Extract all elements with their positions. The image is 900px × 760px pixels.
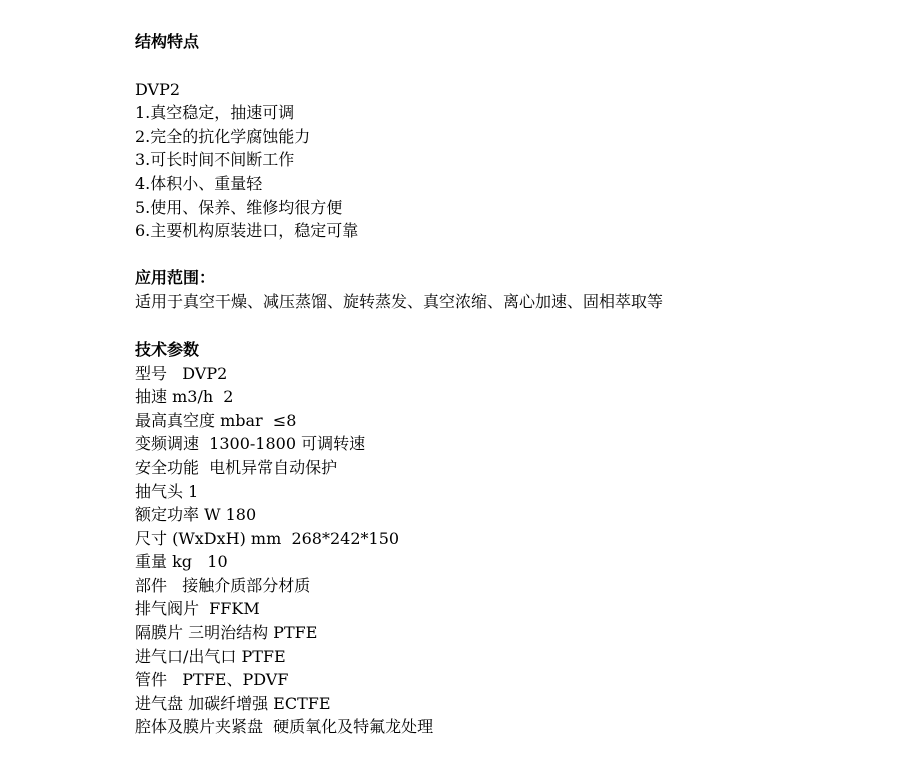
spec-row: 变频调速 1300-1800 可调转速 <box>135 434 366 454</box>
spec-row: 抽气头 1 <box>135 481 199 501</box>
spacer <box>135 314 875 338</box>
spec-row: 尺寸 (WxDxH) mm 268*242*150 <box>135 528 400 548</box>
feature-item: 2.完全的抗化学腐蚀能力 <box>135 126 311 146</box>
feature-item: 5.使用、保养、维修均很方便 <box>135 197 343 217</box>
structure-heading: 结构特点 <box>135 32 200 51</box>
feature-item: 1.真空稳定，抽速可调 <box>135 103 295 123</box>
spacer <box>135 243 875 267</box>
spec-row: 排气阀片 FFKM <box>135 599 260 619</box>
model-line: DVP2 <box>135 79 181 99</box>
spacer <box>135 54 875 78</box>
specs-heading: 技术参数 <box>135 339 200 359</box>
spec-row: 抽速 m3/h 2 <box>135 387 234 407</box>
application-text: 适用于真空干燥、减压蒸馏、旋转蒸发、真空浓缩、离心加速、固相萃取等 <box>135 292 664 312</box>
spec-row: 重量 kg 10 <box>135 552 228 572</box>
spec-row: 部件 接触介质部分材质 <box>135 575 311 595</box>
spec-row: 进气口/出气口 PTFE <box>135 646 286 666</box>
specs-list <box>135 362 875 740</box>
spec-row: 腔体及膜片夹紧盘 硬质氧化及特氟龙处理 <box>135 717 434 737</box>
feature-item: 6.主要机构原装进口，稳定可靠 <box>135 221 359 241</box>
spec-row: 型号 DVP2 <box>135 363 228 383</box>
spec-row: 安全功能 电机异常自动保护 <box>135 457 338 477</box>
feature-item: 3.可长时间不间断工作 <box>135 150 295 170</box>
spec-row: 额定功率 W 180 <box>135 505 257 525</box>
feature-item: 4.体积小、重量轻 <box>135 173 263 193</box>
spec-row: 进气盘 加碳纤增强 ECTFE <box>135 693 331 713</box>
document-body <box>135 30 875 739</box>
spec-row: 管件 PTFE、PDVF <box>135 670 289 690</box>
spec-row: 最高真空度 mbar ≤8 <box>135 410 297 430</box>
application-heading: 应用范围： <box>135 268 216 288</box>
feature-list <box>135 101 875 243</box>
spec-row: 隔膜片 三明治结构 PTFE <box>135 623 318 643</box>
